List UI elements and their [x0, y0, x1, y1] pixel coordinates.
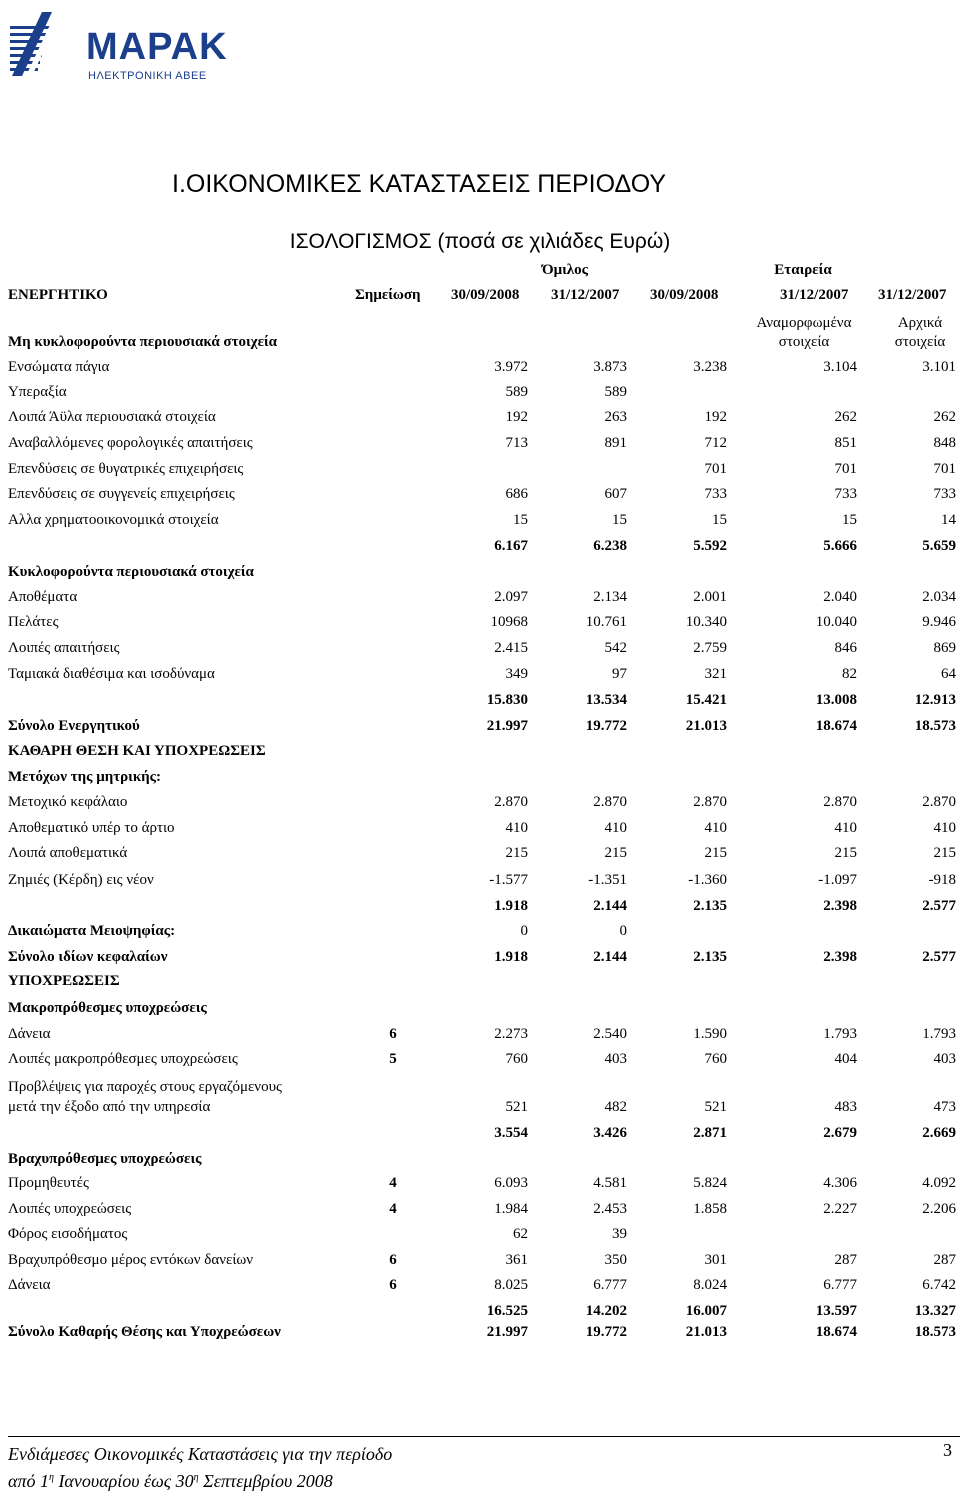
- row-value: 483: [834, 1099, 857, 1115]
- date-header: 30/09/2008: [451, 287, 520, 303]
- row-label: Επενδύσεις σε συγγενείς επιχειρήσεις: [8, 486, 235, 502]
- row-value: 192: [704, 409, 727, 425]
- footer-text: [8, 1442, 392, 1493]
- row-label: Λοιπά αποθεματικά: [8, 845, 128, 861]
- row-value: 2.134: [593, 589, 627, 605]
- row-value: 287: [834, 1252, 857, 1268]
- row-label: Αποθέματα: [8, 589, 78, 605]
- table-row: [0, 1077, 960, 1117]
- row-value: 301: [704, 1252, 727, 1268]
- row-label: Λοιπές απαιτήσεις: [8, 640, 120, 656]
- table-row: [0, 1149, 960, 1169]
- row-value: -1.360: [688, 872, 727, 888]
- table-row: [0, 870, 960, 890]
- row-value: 215: [834, 845, 857, 861]
- table-row: [0, 896, 960, 916]
- row-label: Πελάτες: [8, 614, 59, 630]
- row-value: 4.306: [823, 1175, 857, 1191]
- row-value: 15.421: [685, 692, 727, 708]
- row-value: 4.581: [593, 1175, 627, 1191]
- row-label: Δικαιώματα Μειοψηφίας:: [8, 923, 176, 939]
- row-value: 686: [505, 486, 528, 502]
- row-value: 0: [520, 923, 528, 939]
- row-value: 3.101: [922, 359, 956, 375]
- row-value: 2.870: [593, 794, 627, 810]
- row-value: 215: [933, 845, 956, 861]
- row-value: 215: [704, 845, 727, 861]
- table-row: [0, 612, 960, 632]
- row-value: 1.590: [693, 1026, 727, 1042]
- table-row: [0, 1024, 960, 1044]
- row-label: Σύνολο Καθαρής Θέσης και Υποχρεώσεων: [8, 1324, 281, 1340]
- assets-header: ΕΝΕΡΓΗΤΙΚΟ: [8, 287, 108, 303]
- row-value: 5.659: [922, 538, 956, 554]
- row-value: 321: [704, 666, 727, 682]
- row-value: 262: [834, 409, 857, 425]
- row-value: 2.206: [922, 1201, 956, 1217]
- row-value: 2.034: [922, 589, 956, 605]
- row-value: 263: [604, 409, 627, 425]
- row-value: 5.592: [693, 538, 727, 554]
- row-label: Αλλα χρηματοοικονομικά στοιχεία: [8, 512, 219, 528]
- row-value: 8.024: [693, 1277, 727, 1293]
- restated-data-header: Αναμορφωμένα στοιχεία: [756, 315, 852, 350]
- row-value: 5.824: [693, 1175, 727, 1191]
- row-label: Αποθεματικό υπέρ το άρτιο: [8, 820, 175, 836]
- row-value: 14.202: [585, 1303, 627, 1319]
- footer-divider: [8, 1436, 960, 1437]
- group-column-header: Όμιλος: [541, 262, 589, 278]
- row-value: 589: [505, 384, 528, 400]
- row-value: 39: [612, 1226, 627, 1242]
- row-value: 2.040: [823, 589, 857, 605]
- row-value: 13.008: [815, 692, 857, 708]
- footer-line: Ενδιάμεσες Οικονομικές Καταστάσεις για την περίοδο: [8, 1444, 393, 1464]
- row-value: 1.858: [693, 1201, 727, 1217]
- date-header: 31/12/2007: [551, 287, 620, 303]
- row-label: Υπεραξία: [8, 384, 67, 400]
- row-note: 4: [389, 1201, 397, 1217]
- row-value: 2.135: [693, 949, 727, 965]
- row-value: 361: [505, 1252, 528, 1268]
- row-value: 589: [604, 384, 627, 400]
- row-value: 262: [933, 409, 956, 425]
- table-row: [0, 459, 960, 479]
- row-value: 21.013: [685, 718, 727, 734]
- row-value: 350: [604, 1252, 627, 1268]
- table-row: [0, 562, 960, 582]
- note-header: Σημείωση: [355, 287, 421, 303]
- table-row: [0, 818, 960, 838]
- row-value: 712: [704, 435, 727, 451]
- row-value: 9.946: [922, 614, 956, 630]
- row-value: 64: [941, 666, 956, 682]
- row-value: 2.577: [922, 898, 956, 914]
- row-value: 403: [604, 1051, 627, 1067]
- row-value: 846: [834, 640, 857, 656]
- row-value: 607: [604, 486, 627, 502]
- row-value: 410: [933, 820, 956, 836]
- row-value: 2.001: [693, 589, 727, 605]
- row-value: 16.007: [685, 1303, 727, 1319]
- row-value: 19.772: [585, 1324, 627, 1340]
- table-row: [0, 716, 960, 736]
- table-row: [0, 510, 960, 530]
- date-header: 31/12/2007: [878, 287, 947, 303]
- table-row: [0, 382, 960, 402]
- row-value: 2.415: [494, 640, 528, 656]
- table-row: [0, 971, 960, 991]
- table-row: [0, 947, 960, 967]
- row-value: 2.135: [693, 898, 727, 914]
- row-value: 2.870: [823, 794, 857, 810]
- row-value: 2.870: [494, 794, 528, 810]
- document-title: Ι.ΟΙΚΟΝΟΜΙΚΕΣ ΚΑΤΑΣΤΑΣΕΙΣ ΠΕΡΙΟΔΟΥ: [172, 170, 667, 198]
- row-label: Μετοχικό κεφάλαιο: [8, 794, 128, 810]
- table-row: [0, 1301, 960, 1321]
- row-label: Προβλέψεις για παροχές στους εργαζόμενους μετά την έξοδο από την υπηρεσία: [8, 1079, 282, 1115]
- row-value: 12.913: [914, 692, 956, 708]
- row-value: 701: [933, 461, 956, 477]
- row-label: Βραχυπρόθεσμες υποχρεώσεις: [8, 1151, 202, 1167]
- row-value: 13.327: [914, 1303, 956, 1319]
- row-value: 15: [513, 512, 528, 528]
- row-value: 1.918: [494, 898, 528, 914]
- row-value: 2.577: [922, 949, 956, 965]
- table-row: [0, 332, 960, 352]
- table-row: [0, 1322, 960, 1342]
- row-label: Αναβαλλόμενες φορολογικές απαιτήσεις: [8, 435, 253, 451]
- row-value: 21.997: [486, 1324, 528, 1340]
- row-value: 4.092: [922, 1175, 956, 1191]
- row-label: ΚΑΘΑΡΗ ΘΕΣΗ ΚΑΙ ΥΠΟΧΡΕΩΣΕΙΣ: [8, 743, 266, 759]
- row-value: -1.097: [818, 872, 857, 888]
- row-value: 287: [933, 1252, 956, 1268]
- row-label: Ζημιές (Κέρδη) εις νέον: [8, 872, 154, 888]
- row-value: 15.830: [486, 692, 528, 708]
- row-value: 3.554: [494, 1125, 528, 1141]
- row-note: 6: [389, 1252, 397, 1268]
- row-value: 760: [505, 1051, 528, 1067]
- row-value: 13.597: [815, 1303, 857, 1319]
- row-value: 18.674: [815, 1324, 857, 1340]
- row-label: ΥΠΟΧΡΕΩΣΕΙΣ: [8, 973, 120, 989]
- table-row: [0, 536, 960, 556]
- row-value: 6.742: [922, 1277, 956, 1293]
- logo-subtitle: ΗΛΕΚΤΡΟΝΙΚΗ ΑΒΕΕ: [88, 70, 207, 82]
- row-value: 733: [933, 486, 956, 502]
- row-value: 848: [933, 435, 956, 451]
- row-value: 3.972: [494, 359, 528, 375]
- row-value: 10968: [490, 614, 528, 630]
- row-label: Μετόχων της μητρικής:: [8, 769, 162, 785]
- row-label: Μη κυκλοφορούντα περιουσιακά στοιχεία: [8, 334, 278, 350]
- row-value: 2.540: [593, 1026, 627, 1042]
- row-value: 10.340: [685, 614, 727, 630]
- table-row: [0, 407, 960, 427]
- table-row: [0, 638, 960, 658]
- row-label: Βραχυπρόθεσμο μέρος εντόκων δανείων: [8, 1252, 254, 1268]
- table-row: [0, 767, 960, 787]
- row-value: 733: [834, 486, 857, 502]
- row-value: 6.238: [593, 538, 627, 554]
- row-value: 1.793: [922, 1026, 956, 1042]
- row-value: 18.573: [914, 1324, 956, 1340]
- row-value: 403: [933, 1051, 956, 1067]
- row-value: 215: [505, 845, 528, 861]
- row-value: 6.777: [823, 1277, 857, 1293]
- row-value: 6.777: [593, 1277, 627, 1293]
- balance-sheet-title: ΙΣΟΛΟΓΙΣΜΟΣ (ποσά σε χιλιάδες Ευρώ): [289, 230, 671, 253]
- row-value: 851: [834, 435, 857, 451]
- row-value: 10.761: [585, 614, 627, 630]
- table-row: [0, 741, 960, 761]
- row-value: 62: [513, 1226, 528, 1242]
- row-value: 1.918: [494, 949, 528, 965]
- row-value: 97: [612, 666, 627, 682]
- row-value: -1.351: [588, 872, 627, 888]
- row-value: 404: [834, 1051, 857, 1067]
- row-value: -918: [928, 872, 956, 888]
- row-value: 5.666: [823, 538, 857, 554]
- row-value: 215: [604, 845, 627, 861]
- table-row: [0, 1199, 960, 1219]
- row-label: Μακροπρόθεσμες υποχρεώσεις: [8, 1000, 207, 1016]
- row-label: Ταμιακά διαθέσιμα και ισοδύναμα: [8, 666, 215, 682]
- row-value: 701: [834, 461, 857, 477]
- table-row: [0, 1250, 960, 1270]
- table-row: [0, 587, 960, 607]
- row-value: 521: [505, 1099, 528, 1115]
- row-value: 18.674: [815, 718, 857, 734]
- row-value: 2.669: [922, 1125, 956, 1141]
- row-note: 5: [389, 1051, 397, 1067]
- row-value: 760: [704, 1051, 727, 1067]
- table-row: [0, 433, 960, 453]
- row-value: 1.793: [823, 1026, 857, 1042]
- row-label: Λοιπές μακροπρόθεσμες υποχρεώσεις: [8, 1051, 238, 1067]
- table-row: [0, 1224, 960, 1244]
- row-value: 521: [704, 1099, 727, 1115]
- table-row: [0, 1123, 960, 1143]
- logo-name: ΜΑΡΑΚ: [86, 26, 228, 68]
- row-value: 21.013: [685, 1324, 727, 1340]
- row-value: 2.273: [494, 1026, 528, 1042]
- row-value: 473: [933, 1099, 956, 1115]
- row-value: 2.870: [693, 794, 727, 810]
- row-value: 0: [619, 923, 627, 939]
- row-label: Σύνολο Ενεργητικού: [8, 718, 140, 734]
- row-note: 4: [389, 1175, 397, 1191]
- row-value: 733: [704, 486, 727, 502]
- row-label: Επενδύσεις σε θυγατρικές επιχειρήσεις: [8, 461, 244, 477]
- row-value: 2.759: [693, 640, 727, 656]
- table-row: [0, 792, 960, 812]
- row-value: 3.873: [593, 359, 627, 375]
- original-data-header: Αρχικά στοιχεία: [894, 315, 946, 350]
- row-note: 6: [389, 1026, 397, 1042]
- row-value: 3.104: [823, 359, 857, 375]
- row-value: 3.238: [693, 359, 727, 375]
- table-row: [0, 1049, 960, 1069]
- row-value: 713: [505, 435, 528, 451]
- table-row: [0, 1173, 960, 1193]
- row-value: 410: [505, 820, 528, 836]
- row-label: Προμηθευτές: [8, 1175, 89, 1191]
- row-value: 349: [505, 666, 528, 682]
- row-label: Κυκλοφορούντα περιουσιακά στοιχεία: [8, 564, 254, 580]
- row-value: 2.453: [593, 1201, 627, 1217]
- date-header: 31/12/2007: [780, 287, 849, 303]
- table-row: [0, 664, 960, 684]
- table-row: [0, 1275, 960, 1295]
- row-value: 2.398: [823, 898, 857, 914]
- row-value: 8.025: [494, 1277, 528, 1293]
- date-header: 30/09/2008: [650, 287, 719, 303]
- row-value: 15: [612, 512, 627, 528]
- table-row: [0, 998, 960, 1018]
- row-value: 2.679: [823, 1125, 857, 1141]
- row-value: 19.772: [585, 718, 627, 734]
- row-value: 14: [941, 512, 956, 528]
- row-value: 2.144: [593, 949, 627, 965]
- row-value: 410: [834, 820, 857, 836]
- row-value: 21.997: [486, 718, 528, 734]
- row-value: 2.398: [823, 949, 857, 965]
- row-value: 891: [604, 435, 627, 451]
- row-value: 410: [704, 820, 727, 836]
- row-value: 6.167: [494, 538, 528, 554]
- row-value: 869: [933, 640, 956, 656]
- row-value: 82: [842, 666, 857, 682]
- row-value: 482: [604, 1099, 627, 1115]
- table-row: [0, 690, 960, 710]
- row-value: 3.426: [593, 1125, 627, 1141]
- row-value: 2.870: [922, 794, 956, 810]
- table-row: [0, 843, 960, 863]
- row-label: Δάνεια: [8, 1026, 51, 1042]
- row-value: 15: [842, 512, 857, 528]
- row-value: 2.227: [823, 1201, 857, 1217]
- row-value: 192: [505, 409, 528, 425]
- table-row: [0, 921, 960, 941]
- table-row: [0, 357, 960, 377]
- row-value: 2.097: [494, 589, 528, 605]
- row-value: 2.871: [693, 1125, 727, 1141]
- row-value: 10.040: [815, 614, 857, 630]
- page-number: 3: [943, 1440, 952, 1460]
- row-label: Λοιπά Άϋλα περιουσιακά στοιχεία: [8, 409, 216, 425]
- row-note: 6: [389, 1277, 397, 1293]
- row-value: 1.984: [494, 1201, 528, 1217]
- row-value: 542: [604, 640, 627, 656]
- row-label: Λοιπές υποχρεώσεις: [8, 1201, 132, 1217]
- row-value: 2.144: [593, 898, 627, 914]
- table-row: [0, 484, 960, 504]
- row-value: 18.573: [914, 718, 956, 734]
- row-value: 13.534: [585, 692, 627, 708]
- row-label: Δάνεια: [8, 1277, 51, 1293]
- footer-line: από $1^\eta$ Ιανουαρίου έως $30^\eta$ Σεπτεμβρίου 2008: [8, 1471, 333, 1491]
- row-value: 410: [604, 820, 627, 836]
- row-value: 15: [712, 512, 727, 528]
- row-label: Σύνολο ιδίων κεφαλαίων: [8, 949, 168, 965]
- row-label: Φόρος εισοδήματος: [8, 1226, 128, 1242]
- row-value: -1.577: [489, 872, 528, 888]
- row-value: 16.525: [486, 1303, 528, 1319]
- company-column-header: Εταιρεία: [774, 262, 832, 278]
- row-label: Ενσώματα πάγια: [8, 359, 110, 375]
- row-value: 6.093: [494, 1175, 528, 1191]
- row-value: 701: [704, 461, 727, 477]
